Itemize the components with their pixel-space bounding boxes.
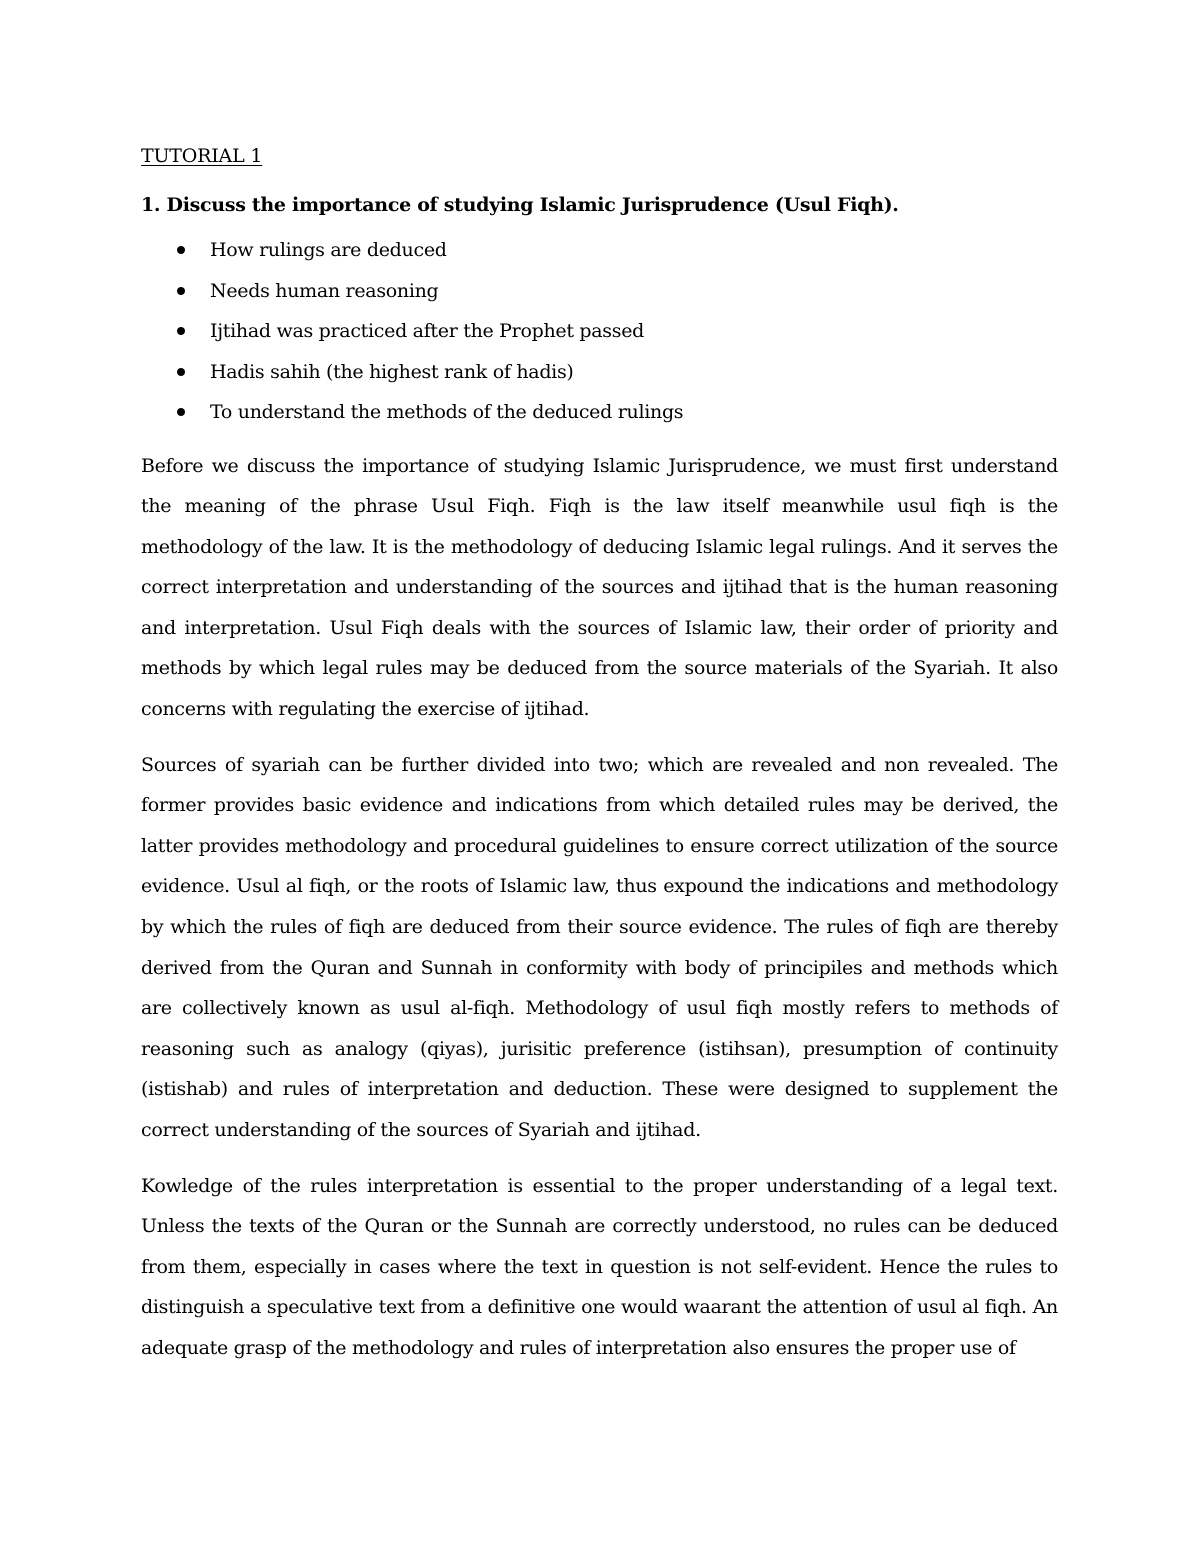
paragraph: Sources of syariah can be further divided into two; which are revealed and non revealed. The former provides basic evidence and indications from which detailed rules may be derived, the latter provides methodology and procedural guidelines to ensure correct utilization of the source evidence. Usul al fiqh, or the roots of Islamic law, thus expound the indications and methodology by which the rules of fiqh are deduced from their source evidence. The rules of fiqh are thereby derived from the Quran and Sunnah in conformity with body of principiles and methods which are collectively known as usul al-fiqh. Methodology of usul fiqh mostly refers to methods of reasoning such as analogy (qiyas), jurisitic preference (istihsan), presumption of continuity (istishab) and rules of interpretation and deduction. These were designed to supplement the correct understanding of the sources of Syariah and ijtihad. (141, 753, 1058, 1141)
bullet-text: Hadis sahih (the highest rank of hadis) (210, 360, 574, 383)
bullet-dot-icon (177, 408, 185, 416)
bullet-text: To understand the methods of the deduced rulings (210, 401, 684, 423)
bullet-dot-icon (177, 327, 185, 335)
bullet-dot-icon (177, 368, 185, 376)
document-body (141, 140, 1058, 1384)
bullet-text: Ijtihad was practiced after the Prophet passed (210, 320, 645, 342)
bullet-dot-icon (177, 287, 185, 295)
bullet-item (141, 392, 1058, 433)
bullet-item (141, 352, 1058, 393)
paragraph: Kowledge of the rules interpretation is essential to the proper understanding of a legal text. Unless the texts of the Quran or the Sunnah are correctly understood, no rules can be deduced from them, especially in cases where the text in question is not self-evident. Hence the rules to distinguish a speculative text from a definitive one would waarant the attention of usul al fiqh. An adequate grasp of the methodology and rules of interpretation also ensures the proper use of (141, 1174, 1058, 1359)
bullet-list (141, 230, 1058, 433)
bullet-item (141, 311, 1058, 352)
paragraph: Before we discuss the importance of studying Islamic Jurisprudence, we must first understand the meaning of the phrase Usul Fiqh. Fiqh is the law itself meanwhile usul fiqh is the methodology of the law. It is the methodology of deducing Islamic legal rulings. And it serves the correct interpretation and understanding of the sources and ijtihad that is the human reasoning and interpretation. Usul Fiqh deals with the sources of Islamic law, their order of priority and methods by which legal rules may be deduced from the source materials of the Syariah. It also concerns with regulating the exercise of ijtihad. (141, 454, 1058, 721)
bullet-item (141, 230, 1058, 271)
bullet-dot-icon (177, 246, 185, 254)
bullet-item (141, 271, 1058, 312)
bullet-text: How rulings are deduced (210, 239, 447, 261)
bullet-text: Needs human reasoning (210, 279, 439, 302)
document-title: TUTORIAL 1 (141, 145, 263, 167)
question-heading: 1. Discuss the importance of studying Islamic Jurisprudence (Usul Fiqh). (141, 194, 899, 216)
